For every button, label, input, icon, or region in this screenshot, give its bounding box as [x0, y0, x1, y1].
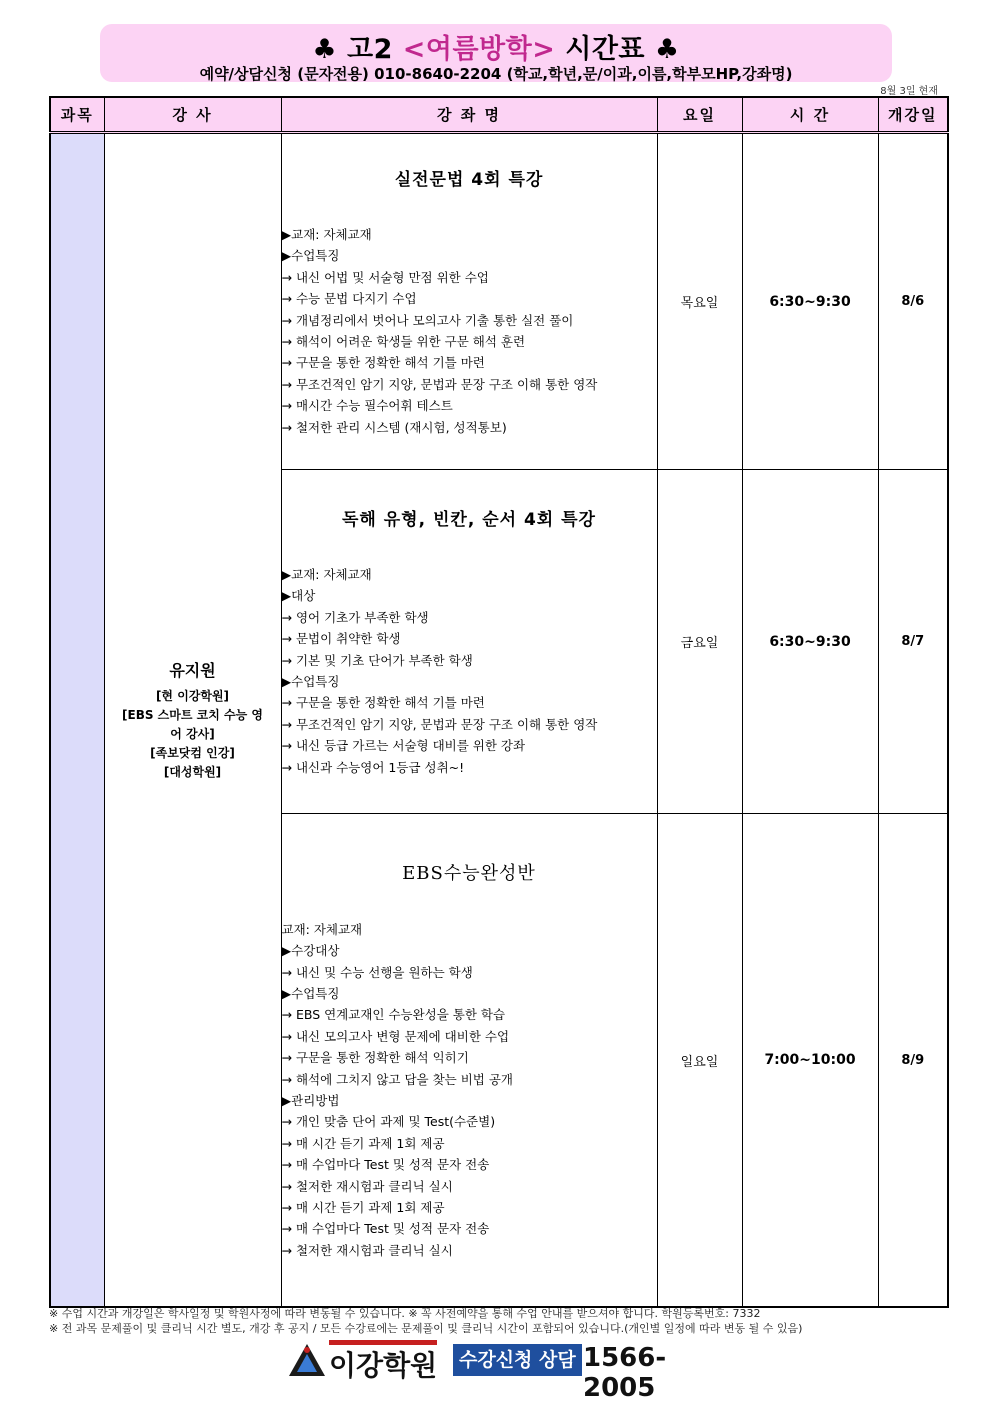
footnotes [49, 1306, 949, 1336]
table-row [50, 133, 948, 470]
teacher-name: 유지원 [169, 661, 216, 680]
academy-name: 이강학원 [329, 1349, 438, 1382]
header-time: 시 간 [742, 97, 878, 133]
course-detail-line: → 철저한 관리 시스템 (재시험, 성적통보) [281, 419, 507, 435]
course-detail-line: → 내신 등급 가르는 서술형 대비를 위한 강좌 [281, 738, 526, 754]
course-cell [281, 814, 657, 1308]
course-detail-line: ▶수업특징 [281, 985, 340, 1001]
page-title [100, 27, 892, 66]
course-start-date: 8/9 [878, 814, 948, 1308]
course-start-date: 8/6 [878, 133, 948, 470]
course-start-date: 8/7 [878, 470, 948, 814]
footnote: ※ 수업 시간과 개강일은 학사일정 및 학원사정에 따라 변동될 수 있습니다. ※ 꼭 사전예약을 통해 수업 안내를 받으셔야 합니다. 학원등록번호: 7332 [49, 1307, 761, 1320]
table-header-row [50, 97, 948, 133]
course-details [282, 224, 657, 438]
course-detail-line: → 해석이 어려운 학생들 위한 구문 해석 훈련 [281, 334, 526, 349]
course-time: 6:30~9:30 [742, 470, 878, 814]
course-detail-line: ▶수업특징 [281, 674, 340, 689]
timetable [49, 96, 949, 1308]
footnote: ※ 전 과목 문제풀이 및 클리닉 시간 별도, 개강 후 공지 / 모든 수강료에는 문제풀이 및 클리닉 시간이 포함되어 있습니다.(개인별 일정에 따라 변동 될 수 있음) [49, 1322, 803, 1335]
course-detail-line: ▶대상 [281, 588, 316, 604]
course-detail-line: → 내신 어법 및 서술형 만점 위한 수업 [281, 269, 489, 285]
course-detail-line: → 해석에 그치지 않고 답을 찾는 비법 공개 [281, 1071, 513, 1087]
course-detail-line: → 구문을 통한 정확한 해석 기틀 마련 [281, 355, 485, 371]
course-detail-line: 교재: 자체교재 [281, 921, 363, 937]
teacher-info-line: [현 이강학원] [155, 689, 230, 703]
course-detail-line: → EBS 연계교재인 수능완성을 통한 학습 [281, 1007, 506, 1023]
header-subject: 과목 [50, 97, 104, 133]
academy-logo-icon [287, 1342, 327, 1378]
course-detail-line: → 개념정리에서 벗어나 모의고사 기출 통한 실전 풀이 [281, 312, 574, 328]
course-details [282, 919, 657, 1262]
course-detail-line: → 기본 및 기초 단어가 부족한 학생 [281, 652, 473, 668]
header-banner [100, 24, 892, 82]
course-detail-line: → 매 수업마다 Test 및 성적 문자 전송 [281, 1221, 490, 1237]
header-day: 요일 [657, 97, 742, 133]
course-detail-line: → 구문을 통한 정확한 해석 익히기 [281, 1050, 469, 1066]
title-suffix: 시간표 ♣ [555, 34, 680, 65]
course-detail-line: ▶교재: 자체교재 [281, 566, 372, 582]
contact-line: 예약/상담신청 (문자전용) 010-8640-2204 (학교,학년,문/이과,이름,학부모HP,강좌명) [199, 65, 793, 83]
course-time: 6:30~9:30 [742, 133, 878, 470]
subject-cell [50, 133, 104, 1308]
course-detail-line: → 무조건적인 암기 지양, 문법과 문장 구조 이해 통한 영작 [281, 716, 598, 732]
teacher-info-line: [대성학원] [163, 765, 222, 779]
course-detail-line: → 매 수업마다 Test 및 성적 문자 전송 [281, 1157, 490, 1173]
course-title: 실전문법 4회 특강 [394, 169, 544, 190]
course-title: EBS수능완성반 [402, 862, 536, 884]
course-detail-line: → 내신과 수능영어 1등급 성취~! [281, 759, 465, 775]
teacher-info-line: [족보닷컴 인강] [150, 746, 235, 760]
course-detail-line: → 개인 맞춤 단어 과제 및 Test(수준별) [281, 1114, 496, 1130]
course-detail-line: ▶교재: 자체교재 [281, 226, 372, 242]
header-course: 강 좌 명 [281, 97, 657, 133]
course-detail-line: → 내신 및 수능 선행을 원하는 학생 [281, 964, 473, 980]
course-detail-line: ▶관리방법 [281, 1093, 340, 1108]
teacher-info [105, 687, 281, 782]
course-detail-line: → 수능 문법 다지기 수업 [281, 291, 417, 307]
course-cell [281, 133, 657, 470]
as-of-date: 8월 3일 현재 [880, 86, 938, 97]
phone-number[interactable]: 1566-2005 [583, 1343, 667, 1403]
course-detail-line: ▶수업특징 [281, 248, 340, 264]
teacher-info-line: [EBS 스마트 코치 수능 영어 강사] [122, 708, 263, 741]
course-time: 7:00~10:00 [742, 814, 878, 1308]
course-detail-line: → 내신 모의고사 변형 문제에 대비한 수업 [281, 1028, 510, 1044]
course-cell [281, 470, 657, 814]
title-prefix: ♣ 고2 [312, 34, 403, 65]
course-day: 목요일 [657, 133, 742, 470]
course-detail-line: → 매 시간 듣기 과제 1회 제공 [281, 1200, 445, 1216]
course-day: 금요일 [657, 470, 742, 814]
course-detail-line: → 문법이 취약한 학생 [281, 631, 401, 647]
course-details [282, 564, 657, 778]
course-detail-line: → 매시간 수능 필수어휘 테스트 [281, 398, 453, 414]
enroll-button[interactable]: 수강신청 상담 [453, 1344, 582, 1376]
course-detail-line: → 매 시간 듣기 과제 1회 제공 [281, 1135, 445, 1151]
course-day: 일요일 [657, 814, 742, 1308]
teacher-cell [104, 133, 281, 1308]
course-title: 독해 유형, 빈칸, 순서 4회 특강 [342, 509, 596, 530]
course-detail-line: → 영어 기초가 부족한 학생 [281, 609, 429, 625]
title-accent: <여름방학> [402, 34, 556, 65]
course-detail-line: → 무조건적인 암기 지양, 문법과 문장 구조 이해 통한 영작 [281, 376, 598, 392]
course-detail-line: → 구문을 통한 정확한 해석 기틀 마련 [281, 695, 485, 711]
footer-banner [287, 1340, 707, 1403]
header-start-date: 개강일 [878, 97, 948, 133]
course-detail-line: ▶수강대상 [281, 943, 340, 959]
course-detail-line: → 철저한 재시험과 클리닉 실시 [281, 1242, 453, 1258]
header-teacher: 강 사 [104, 97, 281, 133]
course-detail-line: → 철저한 재시험과 클리닉 실시 [281, 1178, 453, 1194]
